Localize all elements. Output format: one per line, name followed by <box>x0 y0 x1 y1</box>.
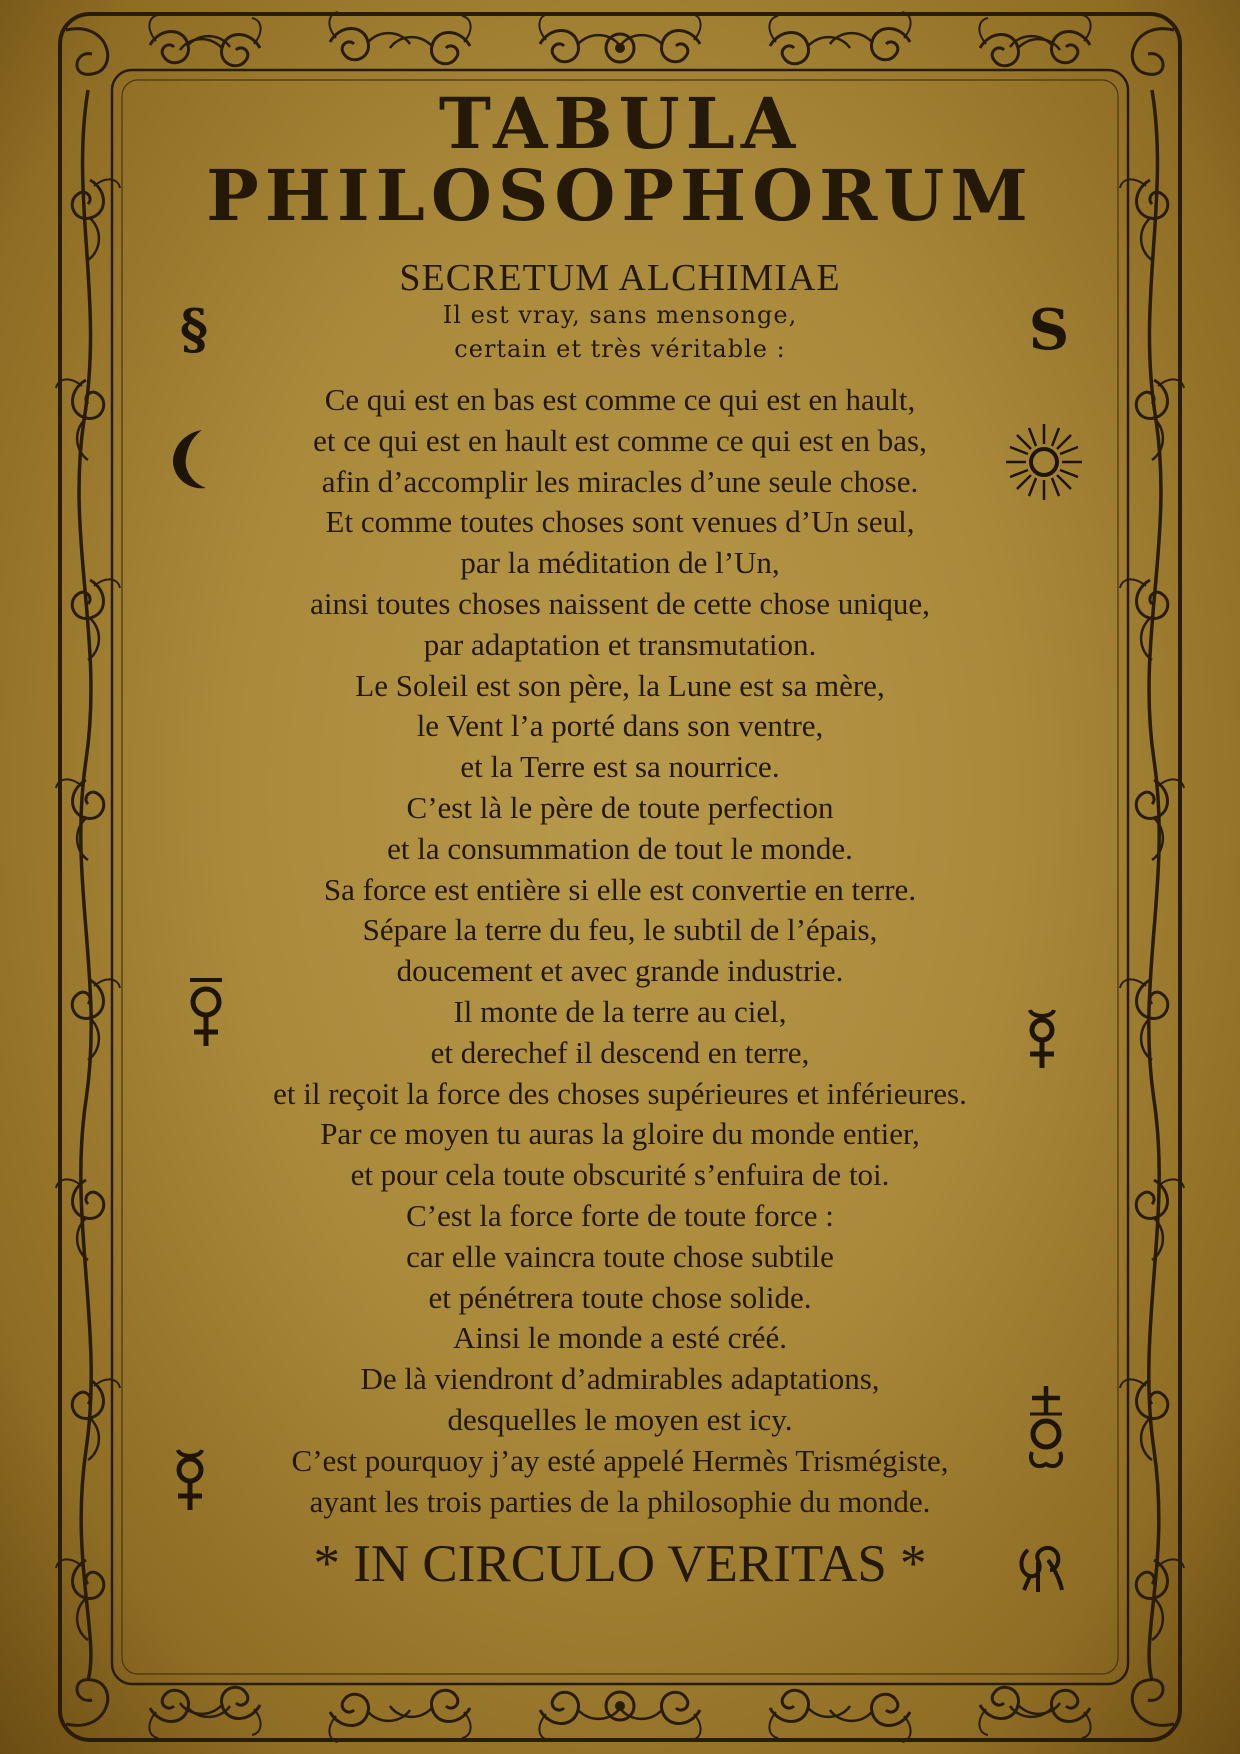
verse-line: De là viendront d’admirables adaptations, <box>360 1361 880 1397</box>
verse-line: car elle vaincra toute chose subtile <box>406 1238 834 1274</box>
mercury-symbol-icon <box>170 1446 210 1514</box>
verse-line: Et comme toutes choses sont venues d’Un seul, <box>325 504 915 540</box>
verse-line: Ce qui est en bas est comme ce qui est en hault, <box>324 382 916 417</box>
section-sign-icon: § <box>179 297 209 361</box>
page-title <box>150 82 1090 237</box>
sun-icon <box>1002 420 1086 504</box>
subtitle: SECRETUM ALCHIMIAE <box>399 257 841 299</box>
verse-line: Il monte de la terre au ciel, <box>453 993 787 1029</box>
verse-line: et ce qui est en hault est comme ce qui est en bas, <box>313 422 927 458</box>
verse-line: Le Soleil est son père, la Lune est sa mère, <box>355 667 885 703</box>
verse-line: et pour cela toute obscurité s’enfuira de toi. <box>350 1157 890 1193</box>
mercury-symbol-icon <box>1022 1006 1062 1072</box>
verse-line: C’est là le père de toute perfection <box>406 789 834 825</box>
verse-line: doucement et avec grande industrie. <box>396 953 844 989</box>
verse-line: le Vent l’a porté dans son ventre, <box>416 708 824 744</box>
crescent-moon-icon <box>166 426 212 492</box>
verse-line: Sa force est entière si elle est convertie en terre. <box>323 871 917 907</box>
intro-line-2: certain et très véritable : <box>454 335 786 363</box>
sulfur-glyph-icon <box>1014 1540 1070 1596</box>
verse-line: par adaptation et transmutation. <box>423 626 817 662</box>
verse-line: C’est la force forte de toute force : <box>406 1197 834 1233</box>
antimony-symbol-icon <box>1026 1384 1066 1476</box>
verse-line: Sépare la terre du feu, le subtil de l’épais, <box>362 912 878 948</box>
verse-line: par la méditation de l’Un, <box>460 545 780 581</box>
intro-line-1: Il est vray, sans mensonge, <box>442 301 798 329</box>
motto: * IN CIRCULO VERITAS * <box>313 1535 927 1594</box>
intro <box>150 298 1090 366</box>
verse-line: C’est pourquoy j’ay esté appelé Hermès Trismégiste, <box>291 1442 949 1478</box>
letter-s-icon: S <box>1028 297 1070 363</box>
verse-line: et pénétrera toute chose solide. <box>428 1279 812 1315</box>
verse-line: afin d’accomplir les miracles d’une seule chose. <box>321 463 919 499</box>
tablet-text <box>150 82 1090 1594</box>
verse-line: ainsi toutes choses naissent de cette chose unique, <box>310 585 930 621</box>
title-line-1: TABULA <box>438 82 802 165</box>
venus-symbol-icon <box>186 976 226 1050</box>
verse-line: Par ce moyen tu auras la gloire du monde entier, <box>320 1116 920 1152</box>
verse-line: et la consummation de tout le monde. <box>387 830 853 866</box>
verse-line: Ainsi le monde a esté créé. <box>453 1320 787 1356</box>
verse-line: desquelles le moyen est icy. <box>447 1401 793 1437</box>
verse-line: et derechef il descend en terre, <box>430 1034 810 1070</box>
verse-line: ayant les trois parties de la philosophie du monde. <box>309 1483 931 1519</box>
title-line-2: PHILOSOPHORUM <box>206 154 1034 237</box>
verse-block <box>150 380 1090 1522</box>
verse-line: et la Terre est sa nourrice. <box>460 749 780 785</box>
verse-line: et il reçoit la force des choses supérieures et inférieures. <box>273 1075 967 1111</box>
